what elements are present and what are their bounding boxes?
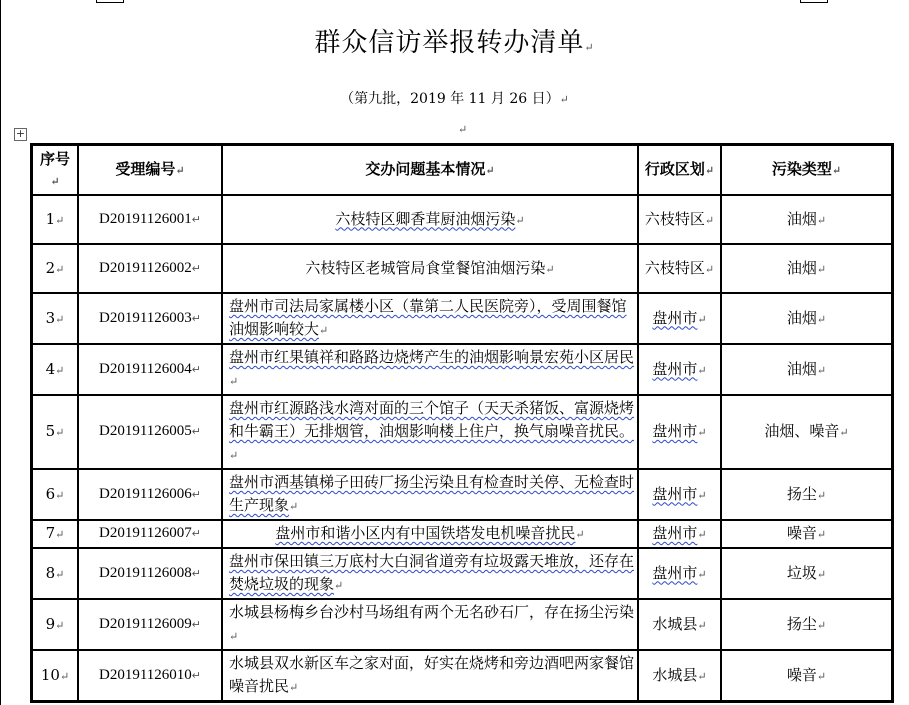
cell-code: D20191126003↵ [78,293,222,344]
cell-issue: 盘州市洒基镇梯子田砖厂扬尘污染且有检查时关停、无检查时生产现象↵ [222,469,638,520]
page-corner-mark-right [800,0,828,3]
cell-code: D20191126007↵ [78,520,222,548]
table-row [32,469,892,520]
header-no: 序号↵ [32,145,78,195]
header-issue: 交办问题基本情况↵ [222,145,638,195]
cell-no: 8↵ [32,548,78,599]
cell-code: D20191126006↵ [78,469,222,520]
header-region: 行政区划↵ [638,145,721,195]
cell-type: 油烟↵ [721,244,892,293]
table-header-row [32,145,892,195]
cell-type: 噪音↵ [721,520,892,548]
cell-type: 扬尘↵ [721,599,892,650]
cell-no: 10↵ [32,650,78,701]
cell-issue: 盘州市红源路浅水湾对面的三个馆子（天天杀猪饭、富源烧烤和牛霸王）无排烟管，油烟影响楼上住户，换气扇噪音扰民。↵ [222,395,638,469]
paragraph-mark: ↵ [559,93,569,106]
table-row [32,344,892,395]
complaint-table [30,143,894,703]
table-row [32,293,892,344]
cell-issue: 六枝特区老城管局食堂餐馆油烟污染↵ [222,244,638,293]
cell-issue: 盘州市保田镇三万底村大白洞省道旁有垃圾露天堆放，还存在焚烧垃圾的现象↵ [222,548,638,599]
cell-issue: 水城县双水新区车之家对面，好实在烧烤和旁边酒吧两家餐馆噪音扰民↵ [222,650,638,701]
document-subtitle-text: （第九批，2019 年 11 月 26 日） [340,91,560,107]
table-row [32,599,892,650]
cell-region: 六枝特区↵ [638,244,721,293]
cell-no: 2↵ [32,244,78,293]
cell-type: 油烟↵ [721,195,892,244]
header-type: 污染类型↵ [721,145,892,195]
cell-type: 垃圾↵ [721,548,892,599]
cell-issue: 六枝特区卿香茸厨油烟污染↵ [222,195,638,244]
cell-type: 噪音↵ [721,650,892,701]
cell-region: 盘州市↵ [638,344,721,395]
cell-no: 7↵ [32,520,78,548]
table-row [32,195,892,244]
cell-region: 水城县↵ [638,599,721,650]
cell-no: 9↵ [32,599,78,650]
table-move-handle-icon[interactable]: + [15,127,26,140]
cell-type: 油烟、噪音↵ [721,395,892,469]
cell-issue: 盘州市和谐小区内有中国铁塔发电机噪音扰民↵ [222,520,638,548]
cell-issue: 盘州市红果镇祥和路路边烧烤产生的油烟影响景宏苑小区居民↵ [222,344,638,395]
cell-region: 盘州市↵ [638,520,721,548]
cell-region: 水城县↵ [638,650,721,701]
document-title-text: 群众信访举报转办清单 [314,28,585,58]
cell-code: D20191126005↵ [78,395,222,469]
cell-no: 6↵ [32,469,78,520]
cell-code: D20191126004↵ [78,344,222,395]
cell-region: 盘州市↵ [638,469,721,520]
document-subtitle [0,88,909,108]
header-code: 受理编号↵ [78,145,222,195]
document-title [0,22,909,59]
cell-code: D20191126001↵ [78,195,222,244]
table-row [32,548,892,599]
cell-no: 1↵ [32,195,78,244]
cell-region: 盘州市↵ [638,293,721,344]
cell-region: 盘州市↵ [638,395,721,469]
cell-type: 油烟↵ [721,293,892,344]
cell-no: 5↵ [32,395,78,469]
cell-code: D20191126008↵ [78,548,222,599]
table-row [32,520,892,548]
cell-code: D20191126002↵ [78,244,222,293]
cell-issue: 水城县杨梅乡台沙村马场组有两个无名砂石厂，存在扬尘污染↵ [222,599,638,650]
table-row [32,650,892,701]
cell-type: 扬尘↵ [721,469,892,520]
cell-region: 六枝特区↵ [638,195,721,244]
page-corner-mark-left [96,0,124,3]
cell-code: D20191126009↵ [78,599,222,650]
cell-type: 油烟↵ [721,344,892,395]
paragraph-mark: ↵ [584,41,595,54]
cell-issue: 盘州市司法局家属楼小区（靠第二人民医院旁），受周围餐馆油烟影响较大↵ [222,293,638,344]
cell-region: 盘州市↵ [638,548,721,599]
cell-code: D20191126010↵ [78,650,222,701]
empty-paragraph-mark: ↵ [458,123,468,136]
cell-no: 4↵ [32,344,78,395]
table-row [32,244,892,293]
cell-no: 3↵ [32,293,78,344]
table-row [32,395,892,469]
